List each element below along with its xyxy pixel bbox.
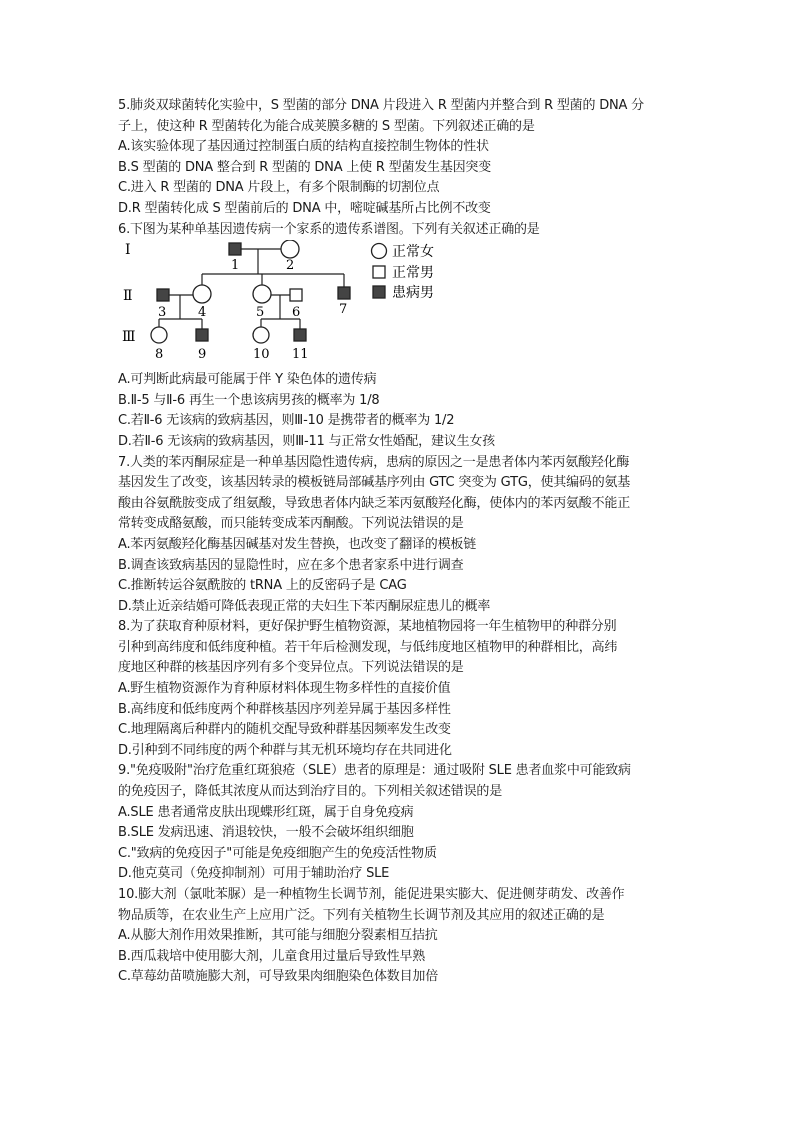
individual-ii-6-normal-male bbox=[290, 289, 302, 301]
generation-label-ii: Ⅱ bbox=[123, 288, 133, 305]
q9-option-b: B.SLE 发病迅速、消退较快，一般不会破坏组织细胞 bbox=[118, 825, 414, 841]
label-1: 1 bbox=[231, 258, 240, 274]
q7-option-a: A.苯丙氨酸羟化酶基因碱基对发生替换，也改变了翻译的模板链 bbox=[118, 536, 476, 552]
q9-stem-line1: 9."免疫吸附"治疗危重红斑狼疮（SLE）患者的原理是：通过吸附 SLE 患者血浆中可能致病 bbox=[118, 763, 631, 779]
individual-ii-5-normal-female bbox=[253, 285, 271, 303]
q5-option-d: D.R 型菌转化成 S 型菌前后的 DNA 中，嘧啶碱基所占比例不改变 bbox=[118, 200, 491, 216]
q7-stem-line3: 酸由谷氨酰胺变成了组氨酸，导致患者体内缺乏苯丙氨酸羟化酶，使体内的苯丙氨酸不能正 bbox=[118, 495, 631, 511]
individual-iii-10-normal-female bbox=[253, 327, 269, 343]
label-9: 9 bbox=[198, 347, 207, 363]
q6-option-c: C.若Ⅱ-6 无该病的致病基因，则Ⅲ-10 是携带者的概率为 1/2 bbox=[118, 413, 455, 429]
legend-female-symbol bbox=[372, 244, 387, 259]
q10-option-b: B.西瓜栽培中使用膨大剂，儿童食用过量后导致性早熟 bbox=[118, 948, 426, 964]
q9-option-a: A.SLE 患者通常皮肤出现蝶形红斑，属于自身免疫病 bbox=[118, 804, 414, 820]
q7-stem-line2: 基因发生了改变，该基因转录的模板链局部碱基序列由 GTC 突变为 GTG，使其编码的氨基 bbox=[118, 475, 631, 491]
q10-stem-line1: 10.膨大剂（氯吡苯脲）是一种植物生长调节剂，能促进果实膨大、促进侧芽萌发、改善作 bbox=[118, 887, 625, 902]
exam-page bbox=[118, 96, 678, 988]
q7-stem-line4: 常转变成酪氨酸，而只能转变成苯丙酮酸。下列说法错误的是 bbox=[118, 516, 464, 532]
individual-ii-7-affected-male bbox=[338, 287, 350, 299]
label-4: 4 bbox=[198, 305, 207, 321]
q7-option-b: B.调查该致病基因的显隐性时，应在多个患者家系中进行调查 bbox=[118, 557, 464, 573]
label-5: 5 bbox=[256, 305, 265, 321]
q5-option-b: B.S 型菌的 DNA 整合到 R 型菌的 DNA 上使 R 型菌发生基因突变 bbox=[118, 159, 492, 175]
q6-option-d: D.若Ⅱ-6 无该病的致病基因，则Ⅲ-11 与正常女性婚配，建议生女孩 bbox=[118, 433, 495, 449]
label-6: 6 bbox=[292, 305, 301, 321]
individual-iii-9-affected-male bbox=[196, 329, 208, 341]
q7-option-d: D.禁止近亲结婚可降低表现正常的夫妇生下苯丙酮尿症患儿的概率 bbox=[118, 598, 491, 614]
individual-iii-11-affected-male bbox=[294, 329, 306, 341]
generation-label-i: Ⅰ bbox=[125, 242, 131, 259]
legend-normal-male: 正常男 bbox=[392, 265, 434, 282]
q8-option-a: A.野生植物资源作为育种原材料体现生物多样性的直接价值 bbox=[118, 681, 451, 697]
legend-affected-male: 患病男 bbox=[392, 285, 434, 302]
label-2: 2 bbox=[286, 258, 295, 274]
q8-option-b: B.高纬度和低纬度两个种群核基因序列差异属于基因多样性 bbox=[118, 701, 451, 717]
q9-option-c: C."致病的免疫因子"可能是免疫细胞产生的免疫活性物质 bbox=[118, 845, 437, 861]
q5-stem-line2: 子上，使这种 R 型菌转化为能合成荚膜多糖的 S 型菌。下列叙述正确的是 bbox=[118, 118, 535, 134]
q8-option-c: C.地理隔离后种群内的随机交配导致种群基因频率发生改变 bbox=[118, 722, 451, 738]
q6-stem: 6.下图为某种单基因遗传病一个家系的遗传系谱图。下列有关叙述正确的是 bbox=[118, 221, 540, 237]
pedigree-figure bbox=[118, 240, 678, 370]
label-7: 7 bbox=[339, 302, 348, 318]
q10-option-a: A.从膨大剂作用效果推断，其可能与细胞分裂素相互拮抗 bbox=[118, 928, 438, 944]
q9-option-d: D.他克莫司（免疫抑制剂）可用于辅助治疗 SLE bbox=[118, 866, 390, 882]
pedigree-diagram bbox=[118, 240, 678, 370]
q6-option-a: A.可判断此病最可能属于伴 Y 染色体的遗传病 bbox=[118, 372, 377, 388]
q7-stem-line1: 7.人类的苯丙酮尿症是一种单基因隐性遗传病，患病的原因之一是患者体内苯丙氨酸羟化酶 bbox=[118, 454, 630, 470]
legend-male-symbol bbox=[373, 266, 385, 278]
q5-option-c: C.进入 R 型菌的 DNA 片段上，有多个限制酶的切割位点 bbox=[118, 180, 440, 196]
label-10: 10 bbox=[253, 347, 270, 363]
q8-stem-line2: 引种到高纬度和低纬度种植。若干年后检测发现，与低纬度地区植物甲的种群相比，高纬 bbox=[118, 639, 618, 655]
individual-i-1-affected-male bbox=[229, 243, 241, 255]
individual-ii-4-normal-female bbox=[193, 285, 211, 303]
label-11: 11 bbox=[292, 347, 309, 363]
q7-option-c: C.推断转运谷氨酰胺的 tRNA 上的反密码子是 CAG bbox=[118, 578, 407, 594]
individual-iii-8-normal-female bbox=[151, 327, 167, 343]
q8-option-d: D.引种到不同纬度的两个种群与其无机环境均存在共同进化 bbox=[118, 742, 452, 758]
generation-label-iii: Ⅲ bbox=[122, 329, 136, 346]
q8-stem-line3: 度地区种群的核基因序列有多个变异位点。下列说法错误的是 bbox=[118, 660, 464, 676]
label-8: 8 bbox=[155, 347, 164, 363]
q6-option-b: B.Ⅱ-5 与Ⅱ-6 再生一个患该病男孩的概率为 1/8 bbox=[118, 392, 380, 408]
legend-affected-symbol bbox=[373, 286, 385, 298]
individual-i-2-normal-female bbox=[281, 240, 299, 258]
q10-option-c: C.草莓幼苗喷施膨大剂，可导致果肉细胞染色体数目加倍 bbox=[118, 969, 439, 985]
q5-option-a: A.该实验体现了基因通过控制蛋白质的结构直接控制生物体的性状 bbox=[118, 139, 489, 155]
q8-stem-line1: 8.为了获取育种原材料，更好保护野生植物资源，某地植物园将一年生植物甲的种群分别 bbox=[118, 619, 617, 635]
q9-stem-line2: 的免疫因子，降低其浓度从而达到治疗目的。下列相关叙述错误的是 bbox=[118, 784, 503, 800]
label-3: 3 bbox=[158, 305, 167, 321]
individual-ii-3-affected-male bbox=[157, 289, 169, 301]
q5-stem-line1: 5.肺炎双球菌转化实验中，S 型菌的部分 DNA 片段进入 R 型菌内并整合到 R 型菌的 DNA 分 bbox=[118, 98, 644, 113]
legend-normal-female: 正常女 bbox=[392, 244, 434, 261]
q10-stem-line2: 物品质等，在农业生产上应用广泛。下列有关植物生长调节剂及其应用的叙述正确的是 bbox=[118, 907, 605, 923]
